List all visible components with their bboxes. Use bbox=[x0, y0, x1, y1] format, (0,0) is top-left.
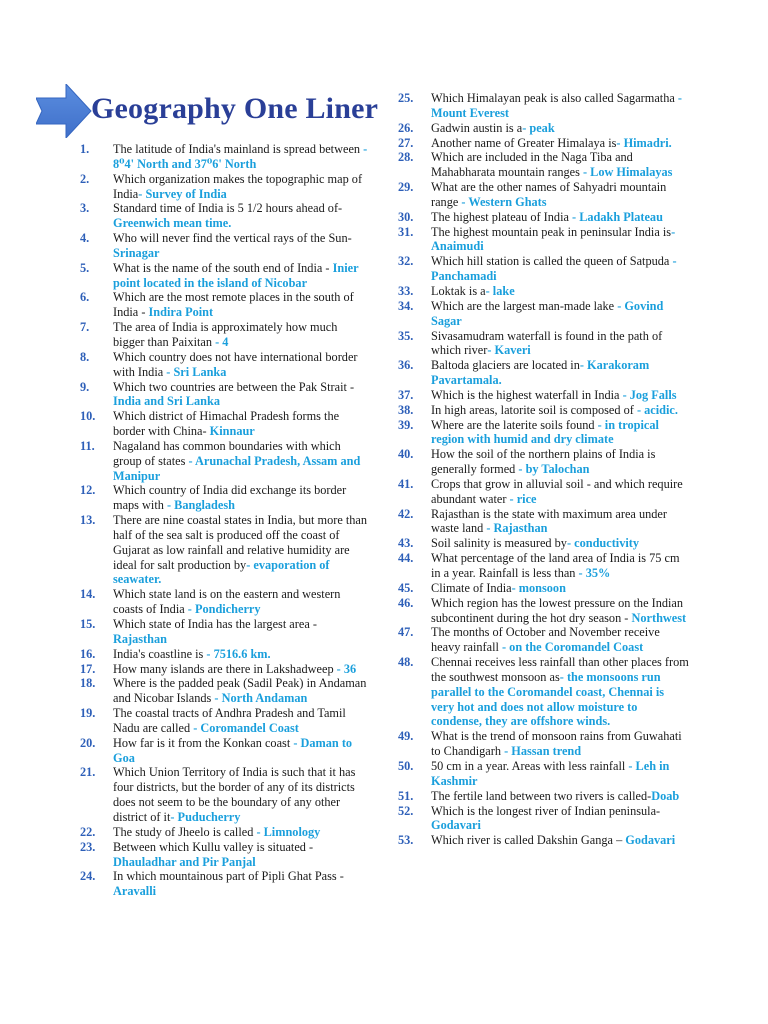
item-number: 44. bbox=[398, 551, 414, 566]
answer-text: - Govind Sagar bbox=[431, 298, 664, 328]
item-number: 36. bbox=[398, 358, 414, 373]
item-text bbox=[113, 736, 370, 766]
question-text: What is the name of the south end of India - bbox=[113, 260, 333, 275]
answer-text: Northwest bbox=[631, 610, 687, 625]
item-number: 11. bbox=[80, 438, 95, 453]
item-text bbox=[113, 409, 370, 439]
item-number: 10. bbox=[80, 409, 96, 424]
item-text bbox=[431, 581, 690, 596]
list-item bbox=[80, 825, 370, 840]
item-number: 23. bbox=[80, 839, 96, 854]
answer-text: India and Sri Lanka bbox=[113, 394, 220, 409]
question-text: The latitude of India's mainland is spread between bbox=[113, 142, 364, 156]
question-text: What percentage of the land area of India is 75 cm in a year. Rainfall is less than bbox=[431, 551, 680, 580]
right-column bbox=[398, 91, 690, 848]
list-item bbox=[398, 789, 690, 804]
answer-text: - Jog Falls bbox=[622, 387, 677, 402]
answer-text: - rice bbox=[509, 491, 537, 506]
answer-text: - North Andaman bbox=[214, 691, 308, 706]
list-item bbox=[80, 706, 370, 736]
item-number: 29. bbox=[398, 180, 414, 195]
list-item bbox=[398, 299, 690, 329]
item-text bbox=[113, 320, 370, 350]
answer-text: - Puducherry bbox=[170, 809, 241, 824]
item-text bbox=[431, 150, 690, 180]
item-text bbox=[113, 840, 370, 870]
question-text: Which are the largest man-made lake bbox=[431, 298, 618, 313]
answer-text: - Rajasthan bbox=[486, 521, 548, 536]
question-text: Climate of India bbox=[431, 580, 512, 595]
item-number: 52. bbox=[398, 803, 414, 818]
list-item bbox=[398, 284, 690, 299]
item-number: 32. bbox=[398, 254, 414, 269]
item-number: 18. bbox=[80, 676, 96, 691]
item-number: 26. bbox=[398, 120, 414, 135]
question-text: The months of October and November receive heavy rainfall bbox=[431, 625, 660, 655]
answer-text: - evaporation of seawater. bbox=[113, 557, 330, 587]
item-number: 31. bbox=[398, 224, 414, 239]
item-text bbox=[431, 536, 690, 551]
answer-text: - Bangladesh bbox=[166, 498, 235, 513]
item-text bbox=[431, 477, 690, 507]
item-text bbox=[431, 358, 690, 388]
answer-text: - 35% bbox=[578, 566, 611, 580]
item-text bbox=[113, 647, 370, 662]
answer-text: - Himadri. bbox=[616, 135, 672, 150]
list-item bbox=[80, 261, 370, 291]
item-text bbox=[113, 350, 370, 380]
item-text bbox=[113, 201, 370, 231]
question-text: The highest plateau of India bbox=[431, 209, 573, 224]
item-number: 43. bbox=[398, 536, 414, 551]
question-text: Chennai receives less rainfall than other places from the southwest monsoon as bbox=[431, 655, 689, 684]
answer-text: Kinnaur bbox=[209, 424, 255, 439]
item-text bbox=[113, 483, 370, 513]
question-text: Which are included in the Naga Tiba and Mahabharata mountain ranges bbox=[431, 150, 633, 180]
list-item bbox=[398, 447, 690, 477]
item-text bbox=[113, 825, 370, 840]
item-number: 34. bbox=[398, 298, 414, 313]
answer-text: - in tropical region with humid and dry climate bbox=[431, 417, 659, 447]
item-text bbox=[113, 587, 370, 617]
item-text bbox=[113, 231, 370, 261]
list-item bbox=[398, 581, 690, 596]
list-item bbox=[398, 418, 690, 448]
item-text bbox=[431, 225, 690, 255]
item-text bbox=[113, 439, 370, 484]
item-number: 12. bbox=[80, 483, 96, 498]
list-item bbox=[398, 358, 690, 388]
list-item bbox=[80, 840, 370, 870]
answer-text: Greenwich mean time. bbox=[113, 216, 232, 231]
question-text: Baltoda glaciers are located in bbox=[431, 358, 580, 373]
list-item bbox=[80, 142, 370, 172]
list-item bbox=[80, 172, 370, 202]
list-item bbox=[80, 231, 370, 261]
item-number: 50. bbox=[398, 758, 414, 773]
question-text: Sivasamudram waterfall is found in the path of which river bbox=[431, 328, 663, 358]
question-text: The highest mountain peak in peninsular India is bbox=[431, 224, 672, 239]
item-text bbox=[113, 261, 370, 291]
item-number: 13. bbox=[80, 513, 96, 528]
item-text bbox=[113, 290, 370, 320]
list-item bbox=[80, 201, 370, 231]
question-text: Nagaland has common boundaries with which group of states bbox=[113, 438, 341, 468]
item-number: 21. bbox=[80, 765, 96, 780]
answer-text: Doab bbox=[651, 788, 680, 803]
question-text: 50 cm in a year. Areas with less rainfall bbox=[431, 758, 629, 773]
answer-text: - Panchamadi bbox=[431, 254, 677, 284]
list-item bbox=[80, 617, 370, 647]
item-text bbox=[113, 869, 370, 899]
item-text bbox=[431, 729, 690, 759]
question-text: Which district of Himachal Pradesh forms the border with China- bbox=[113, 409, 340, 439]
item-text bbox=[113, 676, 370, 706]
question-text: Which country does not have international border with India bbox=[113, 349, 358, 379]
item-number: 22. bbox=[80, 824, 96, 839]
question-text: Where is the padded peak (Sadil Peak) in Andaman and Nicobar Islands bbox=[113, 676, 367, 706]
list-item bbox=[398, 210, 690, 225]
item-number: 37. bbox=[398, 387, 414, 402]
item-text bbox=[431, 789, 690, 804]
item-text bbox=[431, 507, 690, 537]
question-text: Crops that grow in alluvial soil - and which require abundant water bbox=[431, 476, 683, 506]
item-number: 25. bbox=[398, 91, 414, 105]
list-item bbox=[398, 833, 690, 848]
list-item bbox=[80, 320, 370, 350]
answer-text: - Sri Lanka bbox=[166, 364, 227, 379]
list-item bbox=[398, 804, 690, 834]
item-text bbox=[113, 706, 370, 736]
item-number: 30. bbox=[398, 209, 414, 224]
list-item bbox=[398, 180, 690, 210]
list-item bbox=[398, 625, 690, 655]
answer-text: - 7516.6 km. bbox=[206, 646, 271, 661]
item-text bbox=[431, 625, 690, 655]
item-number: 8. bbox=[80, 349, 90, 364]
answer-text: - peak bbox=[522, 120, 555, 135]
answer-text: - on the Coromandel Coast bbox=[502, 640, 644, 655]
item-number: 1. bbox=[80, 142, 90, 156]
item-number: 15. bbox=[80, 617, 96, 631]
item-number: 45. bbox=[398, 580, 414, 595]
item-text bbox=[113, 617, 370, 647]
item-number: 53. bbox=[398, 833, 414, 848]
item-text bbox=[431, 403, 690, 418]
question-text: Gadwin austin is a bbox=[431, 120, 523, 135]
item-number: 3. bbox=[80, 201, 90, 216]
question-text: Where are the laterite soils found bbox=[431, 417, 598, 432]
question-text: What is the trend of monsoon rains from Guwahati to Chandigarh bbox=[431, 729, 682, 759]
answer-text: - acidic. bbox=[636, 402, 678, 417]
item-text bbox=[431, 299, 690, 329]
item-number: 16. bbox=[80, 646, 96, 661]
answer-text: Inier point located in the island of Nicobar bbox=[113, 260, 359, 290]
answer-text: - Limnology bbox=[256, 824, 321, 839]
item-number: 19. bbox=[80, 706, 96, 721]
list-item bbox=[398, 655, 690, 729]
item-number: 51. bbox=[398, 788, 414, 803]
answer-text: Godavari bbox=[431, 818, 481, 833]
item-text bbox=[113, 765, 370, 824]
question-text: Which organization makes the topographic map of India bbox=[113, 171, 363, 201]
item-number: 7. bbox=[80, 320, 90, 335]
answer-text: Rajasthan bbox=[113, 631, 167, 646]
list-item bbox=[80, 587, 370, 617]
item-number: 47. bbox=[398, 625, 414, 640]
item-number: 27. bbox=[398, 135, 414, 150]
answer-text: - conductivity bbox=[566, 536, 640, 551]
answer-text: - Western Ghats bbox=[461, 194, 547, 209]
answer-text: - Survey of India bbox=[138, 186, 227, 201]
item-text bbox=[431, 804, 690, 834]
answer-text: - Ladakh Plateau bbox=[572, 209, 663, 224]
item-number: 17. bbox=[80, 661, 96, 676]
item-number: 9. bbox=[80, 379, 90, 394]
list-item bbox=[80, 483, 370, 513]
question-text: Between which Kullu valley is situated - bbox=[113, 839, 314, 854]
question-text: There are nine coastal states in India, but more than half of the sea salt is produced off the coast of Gujarat as low rainfall and relative humidity are ideal for salt production by bbox=[113, 513, 368, 572]
item-text bbox=[431, 551, 690, 581]
item-text bbox=[431, 833, 690, 848]
answer-text: - 36 bbox=[336, 661, 357, 676]
list-item bbox=[398, 121, 690, 136]
answer-text: Dhauladhar and Pir Panjal bbox=[113, 854, 256, 869]
item-number: 38. bbox=[398, 402, 414, 417]
list-item bbox=[398, 403, 690, 418]
item-text bbox=[431, 121, 690, 136]
page-title: Geography One Liner bbox=[91, 92, 379, 125]
list-item bbox=[398, 91, 690, 121]
list-item bbox=[398, 225, 690, 255]
item-number: 4. bbox=[80, 231, 90, 246]
item-number: 41. bbox=[398, 476, 414, 491]
item-number: 28. bbox=[398, 150, 414, 165]
question-text: Loktak is a bbox=[431, 283, 486, 298]
question-text: In which mountainous part of Pipli Ghat Pass - bbox=[113, 869, 344, 884]
question-text: Another name of Greater Himalaya is bbox=[431, 135, 617, 150]
list-item bbox=[398, 136, 690, 151]
answer-text: - Karakoram Pavartamala. bbox=[431, 358, 650, 388]
list-item bbox=[398, 759, 690, 789]
question-text: Which is the longest river of Indian peninsula- bbox=[431, 803, 661, 818]
item-text bbox=[431, 180, 690, 210]
item-number: 6. bbox=[80, 290, 90, 305]
item-text bbox=[431, 388, 690, 403]
page-header bbox=[36, 84, 379, 138]
question-text: How many islands are there in Lakshadweep bbox=[113, 661, 337, 676]
item-text bbox=[431, 418, 690, 448]
question-text: Which is the highest waterfall in India bbox=[431, 387, 623, 402]
left-column bbox=[80, 142, 370, 899]
item-text bbox=[431, 254, 690, 284]
question-text: Soil salinity is measured by bbox=[431, 536, 567, 551]
list-item bbox=[398, 596, 690, 626]
question-text: India's coastline is bbox=[113, 646, 207, 661]
question-text: Which country of India did exchange its border maps with bbox=[113, 483, 347, 513]
answer-text: Godavari bbox=[625, 833, 676, 848]
item-number: 48. bbox=[398, 655, 414, 670]
question-text: The coastal tracts of Andhra Pradesh and Tamil Nadu are called bbox=[113, 706, 346, 735]
item-text bbox=[431, 210, 690, 225]
question-text: Who will never find the vertical rays of the Sun- bbox=[113, 231, 352, 246]
item-text bbox=[431, 329, 690, 359]
question-text: Which are the most remote places in the south of India - bbox=[113, 290, 354, 320]
item-number: 14. bbox=[80, 587, 96, 602]
item-number: 20. bbox=[80, 735, 96, 750]
list-item bbox=[398, 507, 690, 537]
question-text: How the soil of the northern plains of India is generally formed bbox=[431, 447, 656, 477]
answer-text: - Pondicherry bbox=[187, 602, 261, 617]
item-number: 33. bbox=[398, 283, 414, 298]
list-item bbox=[398, 551, 690, 581]
question-text: Standard time of India is 5 1/2 hours ahead of- bbox=[113, 201, 343, 216]
item-number: 24. bbox=[80, 869, 96, 884]
list-item bbox=[80, 350, 370, 380]
question-text: How far is it from the Konkan coast bbox=[113, 735, 294, 750]
answer-text: - Coromandel Coast bbox=[193, 720, 299, 735]
answer-text: - Hassan trend bbox=[504, 744, 582, 759]
answer-text: Indira Point bbox=[148, 305, 214, 320]
list-item bbox=[80, 736, 370, 766]
list-item bbox=[398, 477, 690, 507]
item-text bbox=[431, 447, 690, 477]
answer-text: - by Talochan bbox=[518, 462, 590, 477]
question-text: Which Himalayan peak is also called Sagarmatha bbox=[431, 91, 678, 105]
answer-text: Aravalli bbox=[113, 884, 157, 899]
item-number: 2. bbox=[80, 171, 90, 186]
list-item bbox=[80, 869, 370, 899]
answer-text: - Arunachal Pradesh, Assam and Manipur bbox=[113, 453, 361, 483]
item-number: 40. bbox=[398, 447, 414, 462]
list-item bbox=[80, 290, 370, 320]
question-text: Rajasthan is the state with maximum area under waste land bbox=[431, 506, 667, 536]
item-text bbox=[113, 172, 370, 202]
item-text bbox=[113, 142, 370, 172]
item-text bbox=[431, 759, 690, 789]
question-text: Which hill station is called the queen of Satpuda bbox=[431, 254, 673, 269]
list-item bbox=[80, 765, 370, 824]
question-text: The study of Jheelo is called bbox=[113, 824, 257, 839]
list-item bbox=[80, 409, 370, 439]
list-item bbox=[80, 662, 370, 677]
item-text bbox=[431, 136, 690, 151]
question-text: The fertile land between two rivers is called- bbox=[431, 788, 652, 803]
list-item bbox=[398, 388, 690, 403]
list-item bbox=[80, 439, 370, 484]
question-text: Which Union Territory of India is such that it has four districts, but the border of any of its districts does not seem to be the boundary of any other district of it bbox=[113, 765, 356, 824]
item-number: 46. bbox=[398, 595, 414, 610]
list-item bbox=[398, 729, 690, 759]
item-text bbox=[431, 91, 690, 121]
question-text: In high areas, latorite soil is composed of bbox=[431, 402, 637, 417]
answer-text: - lake bbox=[485, 283, 515, 298]
answer-text: - 4 bbox=[215, 334, 229, 349]
item-text bbox=[113, 662, 370, 677]
list-item bbox=[398, 329, 690, 359]
item-text bbox=[113, 513, 370, 587]
list-item bbox=[80, 647, 370, 662]
item-number: 39. bbox=[398, 417, 414, 432]
question-text: Which state of India has the largest area - bbox=[113, 617, 317, 631]
answer-text: - Low Himalayas bbox=[582, 165, 673, 180]
answer-text: - Kaveri bbox=[487, 343, 531, 358]
answer-text: - Anaimudi bbox=[431, 224, 676, 254]
item-number: 5. bbox=[80, 260, 90, 275]
answer-text: - the monsoons run parallel to the Coromandel coast, Chennai is very hot and does not allow moisture to condense, they are offshore winds. bbox=[431, 669, 665, 729]
item-text bbox=[431, 655, 690, 729]
right-arrow-icon bbox=[36, 84, 92, 138]
question-text: What are the other names of Sahyadri mountain range bbox=[431, 180, 667, 209]
question-text: Which state land is on the eastern and western coasts of India bbox=[113, 587, 341, 617]
answer-text: - 8⁰4' North and 37⁰6' North bbox=[113, 142, 368, 171]
answer-text: - Leh in Kashmir bbox=[431, 758, 670, 788]
answer-text: - Mount Everest bbox=[431, 91, 682, 120]
answer-text: Srinagar bbox=[113, 245, 160, 260]
list-item bbox=[80, 380, 370, 410]
list-item bbox=[398, 254, 690, 284]
question-text: Which two countries are between the Pak Strait - bbox=[113, 379, 355, 394]
item-text bbox=[113, 380, 370, 410]
question-text: Which river is called Dakshin Ganga – bbox=[431, 833, 626, 848]
answer-text: - Daman to Goa bbox=[113, 735, 353, 765]
item-number: 49. bbox=[398, 729, 414, 744]
list-item bbox=[398, 150, 690, 180]
item-number: 35. bbox=[398, 328, 414, 343]
list-item bbox=[80, 676, 370, 706]
item-number: 42. bbox=[398, 506, 414, 521]
answer-text: - monsoon bbox=[511, 580, 566, 595]
item-text bbox=[431, 596, 690, 626]
item-text bbox=[431, 284, 690, 299]
question-text: The area of India is approximately how much bigger than Paixitan bbox=[113, 320, 338, 349]
question-text: Which region has the lowest pressure on the Indian subcontinent during the hot dry season - bbox=[431, 595, 684, 625]
list-item bbox=[80, 513, 370, 587]
list-item bbox=[398, 536, 690, 551]
